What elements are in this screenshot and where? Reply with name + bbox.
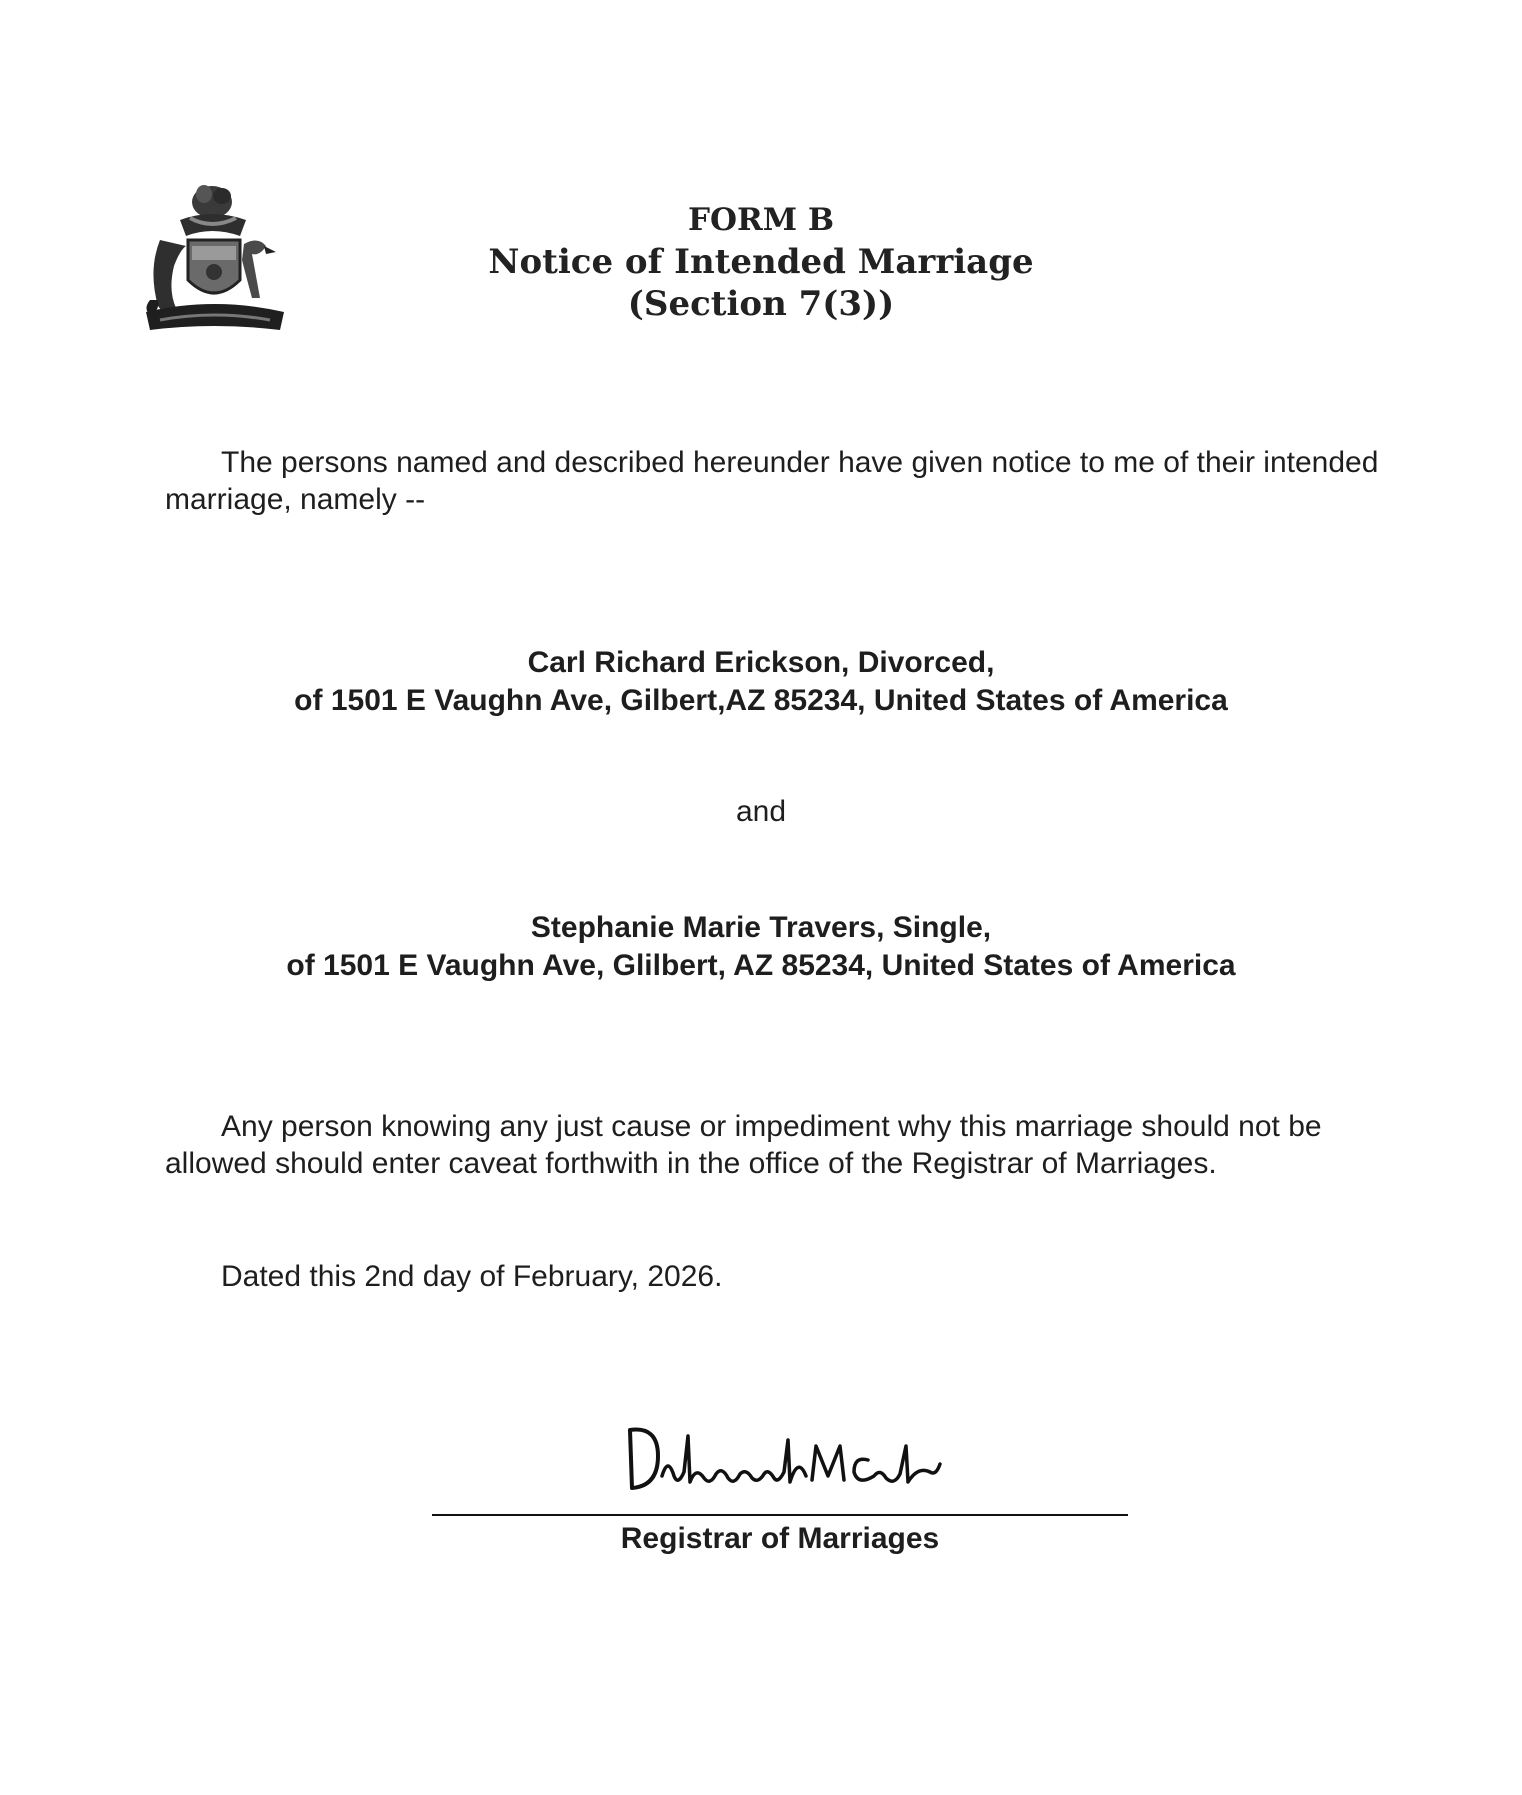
handwritten-signature — [618, 1416, 948, 1506]
signature-line — [432, 1514, 1128, 1516]
dated-line: Dated this 2nd day of February, 2026. — [221, 1260, 723, 1293]
party1-name: Carl Richard Erickson, Divorced, — [527, 646, 995, 679]
document-title: Notice of Intended Marriage — [488, 242, 1034, 282]
form-label: FORM B — [687, 202, 835, 238]
party1-address: of 1501 E Vaughn Ave, Gilbert,AZ 85234, United States of America — [294, 684, 1228, 717]
conjunction-text: and — [735, 795, 787, 828]
caveat-text: Any person knowing any just cause or impediment why this marriage should not be allowed should enter caveat forthwith in the office of the Registrar of Marriages. — [165, 1110, 1322, 1180]
intro-paragraph — [165, 444, 1405, 518]
signature-label: Registrar of Marriages — [620, 1522, 940, 1555]
intro-text: The persons named and described hereunder have given notice to me of their intended marriage, namely -- — [165, 446, 1379, 516]
caveat-paragraph — [165, 1108, 1405, 1182]
party2-name: Stephanie Marie Travers, Single, — [530, 911, 992, 944]
party2-address: of 1501 E Vaughn Ave, Glilbert, AZ 85234, United States of America — [286, 949, 1236, 982]
section-reference: (Section 7(3)) — [627, 284, 895, 324]
